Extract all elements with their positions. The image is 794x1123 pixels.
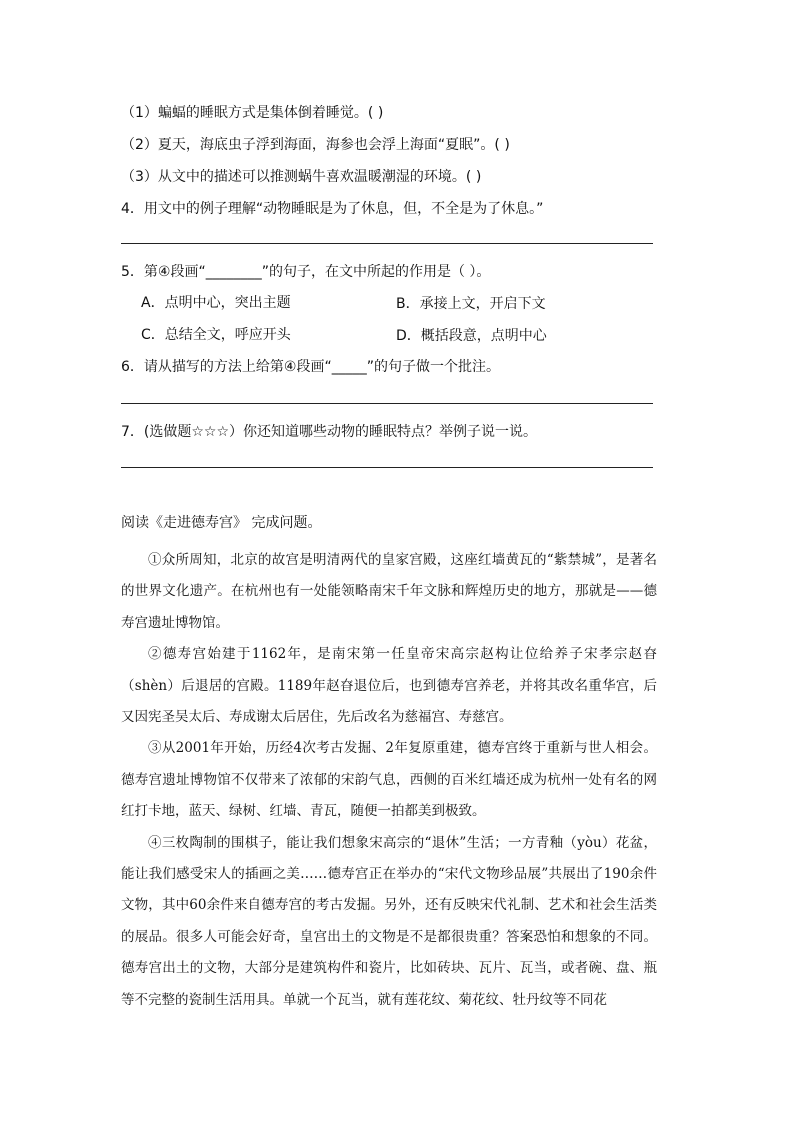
passage-paragraph-4: ④三枚陶制的围棋子，能让我们想象宋高宗的“退休”生活；一方青釉（yòu）花盆，能让我们感受宋人的插画之美……德寿宫正在举办的“宋代文物珍品展”共展出了190余件文物，其中60余件来自德寿宫的考古发掘。另外，还有反映宋代礼制、艺术和社会生活类的展品。很多人可能会好奇，皇宫出土的文物是不是都很贵重？答案恐怕和想象的不同。德寿宫出土的文物，大部分是建筑构件和瓷片，比如砖块、瓦片、瓦当，或者碗、盘、瓶等不完整的瓷制生活用具。单就一个瓦当，就有莲花纹、菊花纹、牡丹纹等不同花 (121, 834, 657, 1008)
reading-passage (121, 545, 657, 1016)
true-false-question-2: （2）夏天，海底虫子浮到海面，海参也会浮上海面“夏眠”。( ) (121, 137, 510, 153)
question-6: 6．请从描写的方法上给第④段画“_____”的句子做一个批注。 (121, 359, 500, 375)
option-d: D．概括段意，点明中心 (396, 328, 547, 344)
option-c: C．总结全文，呼应开头 (141, 327, 291, 343)
passage-paragraph-1: ①众所周知，北京的故宫是明清两代的皇家宫殿，这座红墙黄瓦的“紫禁城”，是著名的世界文化遗产。在杭州也有一处能领略南宋千年文脉和辉煌历史的地方，那就是——德寿宫遗址博物馆。 (121, 552, 657, 631)
passage-paragraph-2: ②德寿宫始建于1162年，是南宋第一任皇帝宋高宗赵构让位给养子宋孝宗赵昚（shèn）后退居的宫殿。1189年赵昚退位后，也到德寿宫养老，并将其改名重华宫，后又因宪圣吴太后、寿成谢太后居住，先后改名为慈福宫、寿慈宫。 (121, 646, 657, 726)
question-5-stem: 5．第④段画“________”的句子，在文中所起的作用是（ ）。 (121, 264, 491, 280)
reading-intro: 阅读《走进德寿宫》 完成问题。 (121, 515, 322, 531)
true-false-question-3: （3）从文中的描述可以推测蜗牛喜欢温暖潮湿的环境。( ) (121, 169, 482, 185)
answer-line-q7 (121, 467, 653, 468)
true-false-question-1: （1）蝙蝠的睡眠方式是集体倒着睡觉。( ) (121, 105, 384, 121)
option-a: A．点明中心，突出主题 (141, 295, 291, 311)
passage-paragraph-3: ③从2001年开始，历经4次考古发掘、2年复原重建，德寿宫终于重新与世人相会。德寿宫遗址博物馆不仅带来了浓郁的宋韵气息，西侧的百米红墙还成为杭州一处有名的网红打卡地，蓝天、绿树、红墙、青瓦，随便一拍都美到极致。 (121, 740, 657, 820)
question-4: 4．用文中的例子理解“动物睡眠是为了休息，但，不全是为了休息。” (121, 201, 544, 217)
answer-line-q4 (121, 243, 653, 244)
question-7: 7．(选做题☆☆☆）你还知道哪些动物的睡眠特点？举例子说一说。 (121, 424, 538, 440)
answer-line-q6 (121, 403, 653, 404)
option-b: B．承接上文，开启下文 (396, 296, 546, 312)
